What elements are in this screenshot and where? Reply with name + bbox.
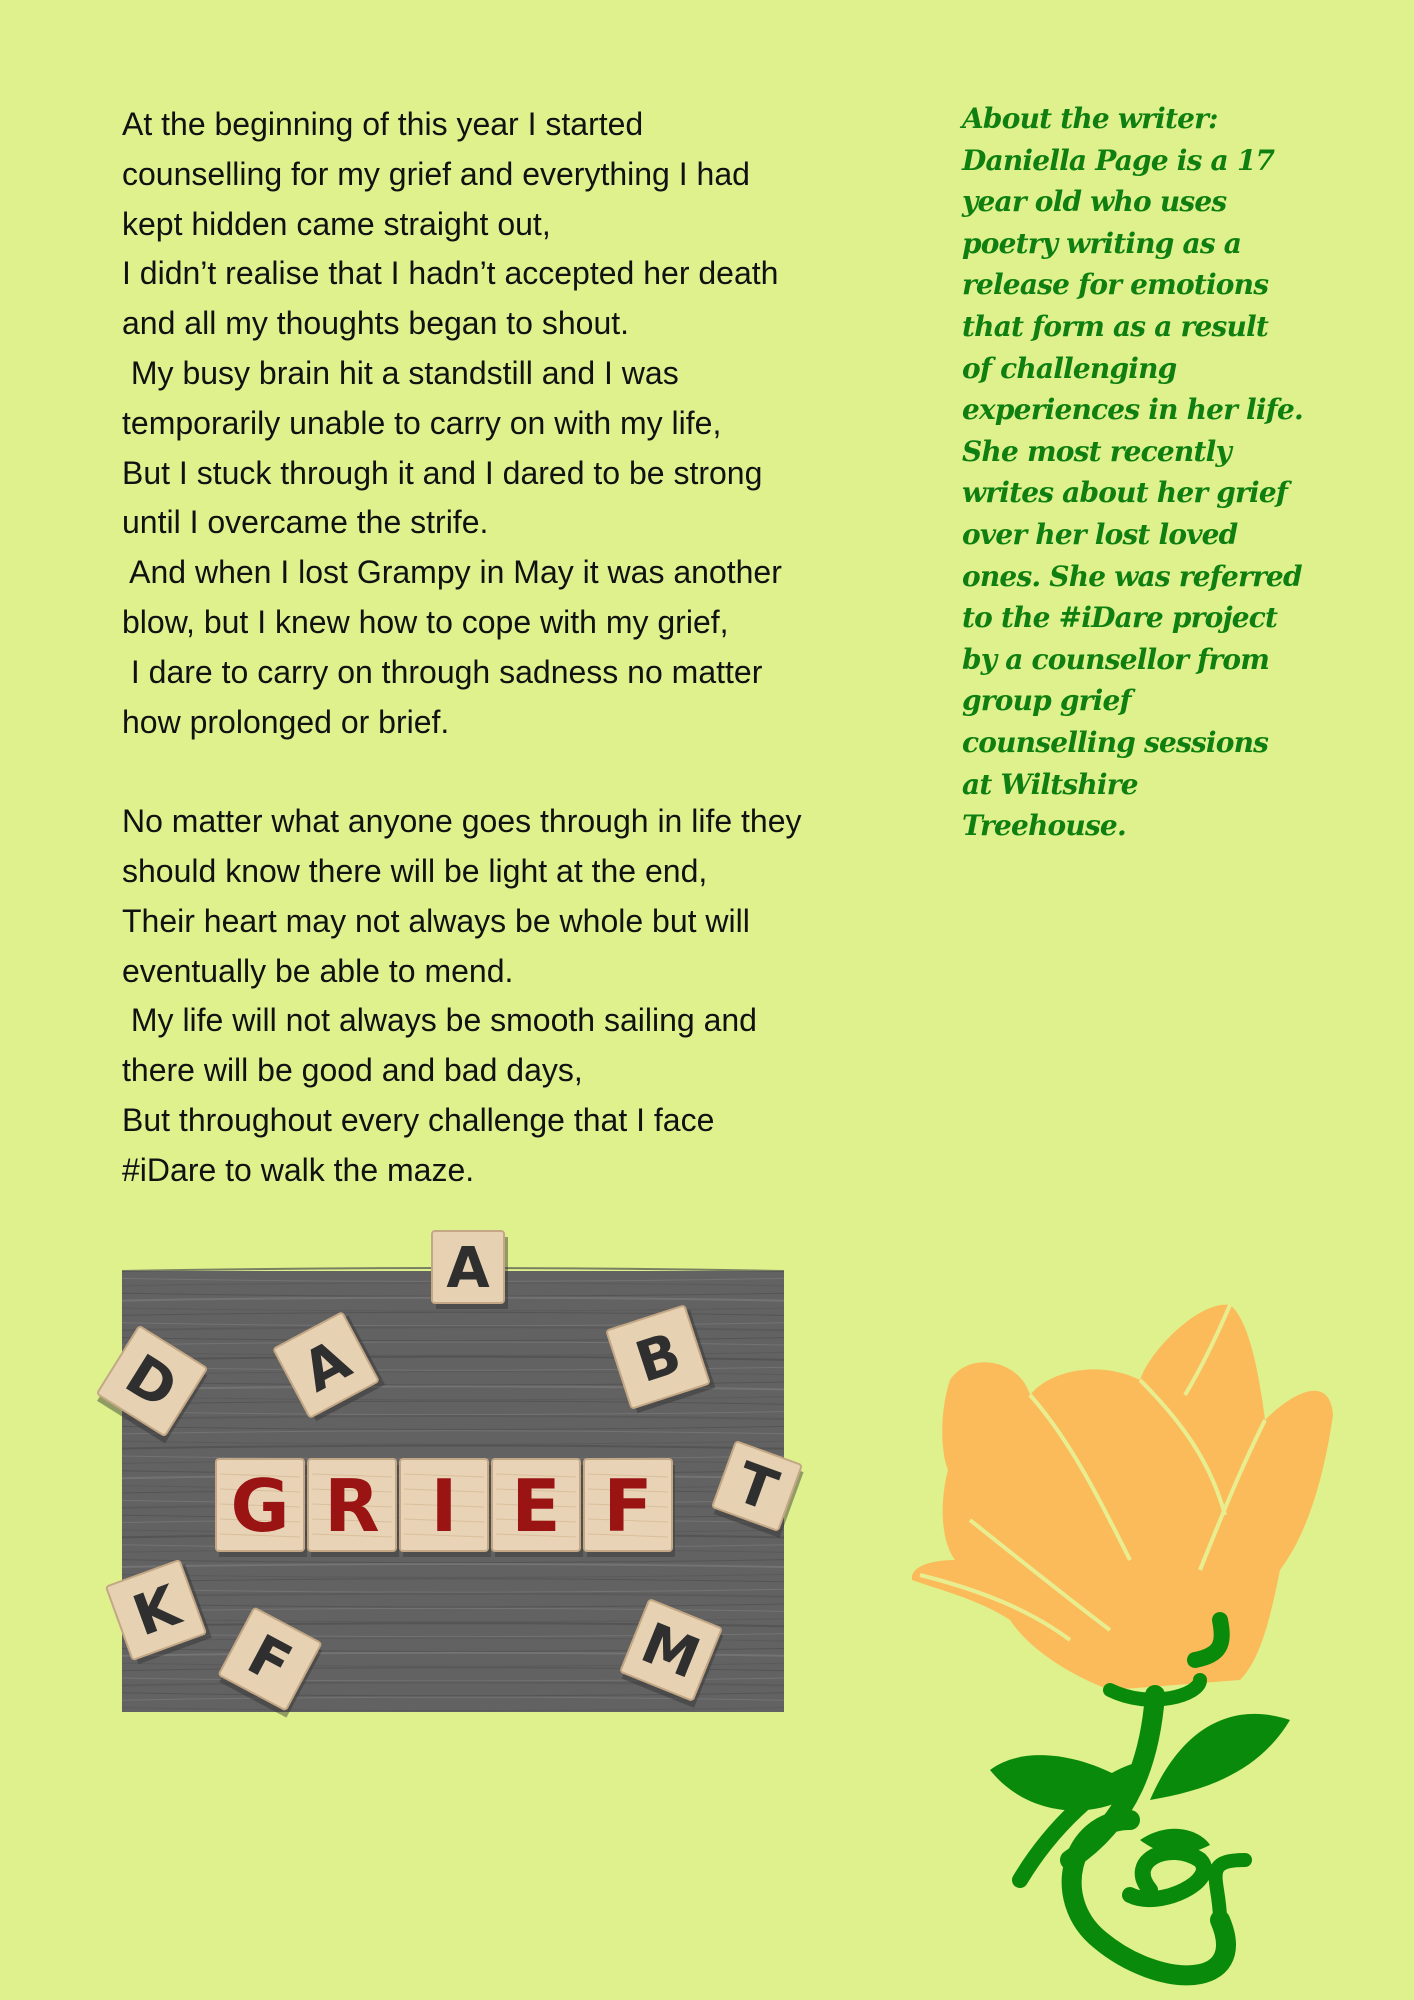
about-line: by a counsellor from	[962, 642, 1270, 676]
poem-line: how prolonged or brief.	[122, 703, 450, 740]
block-letter: M	[632, 1610, 709, 1692]
poem-line: should know there will be light at the end,	[122, 852, 708, 889]
about-line: Treehouse.	[962, 809, 1126, 843]
letter-block	[216, 1459, 307, 1557]
about-line: year old who uses	[962, 185, 1227, 219]
about-line: experiences in her life.	[962, 393, 1303, 427]
poem-line: counselling for my grief and everything I had	[122, 155, 750, 192]
poem-line: My life will not always be smooth sailing and	[122, 1002, 757, 1039]
poem-line: eventually be able to mend.	[122, 952, 514, 989]
letter-block	[584, 1459, 675, 1557]
poem-line: My busy brain hit a standstill and I was	[122, 354, 679, 391]
block-letter: A	[292, 1327, 362, 1406]
poem-line: But throughout every challenge that I face	[122, 1101, 715, 1138]
about-line: She most recently	[962, 434, 1231, 468]
about-line: release for emotions	[962, 268, 1269, 302]
poem-line: temporarily unable to carry on with my life,	[122, 404, 722, 441]
poem-line: I didn’t realise that I hadn’t accepted her death	[122, 255, 779, 292]
about-line: counselling sessions	[962, 725, 1269, 759]
poem-line: Their heart may not always be whole but will	[122, 902, 750, 939]
about-the-writer	[962, 98, 1382, 847]
block-letter: G	[230, 1464, 290, 1548]
block-letter: T	[727, 1450, 786, 1525]
block-letter: R	[324, 1464, 380, 1548]
poem-line: kept hidden came straight out,	[122, 205, 551, 242]
poem-text	[122, 100, 902, 1196]
letter-block	[308, 1459, 399, 1557]
poem-stanza-2	[122, 797, 902, 1195]
about-line: ones. She was referred	[962, 559, 1302, 593]
poem-line: No matter what anyone goes through in life they	[122, 803, 802, 840]
block-letter: F	[237, 1622, 302, 1699]
about-line: poetry writing as a	[962, 226, 1242, 260]
poem-line: But I stuck through it and I dared to be strong	[122, 454, 763, 491]
poem-line: there will be good and bad days,	[122, 1052, 583, 1089]
letter-block	[492, 1459, 583, 1557]
about-line: that form as a result	[962, 309, 1268, 343]
grief-blocks-photo	[114, 1236, 786, 1712]
about-line: About the writer:	[962, 102, 1218, 135]
poem-line: blow, but I knew how to cope with my grief,	[122, 603, 729, 640]
about-line: Daniella Page is a 17	[962, 143, 1275, 177]
block-letter: D	[114, 1342, 189, 1423]
flower-petals	[912, 1305, 1333, 1690]
letter-block	[400, 1459, 491, 1557]
block-letter: K	[125, 1573, 189, 1650]
poem-line: At the beginning of this year I started	[122, 106, 644, 142]
poem-line: #iDare to walk the maze.	[122, 1151, 475, 1188]
about-line: over her lost loved	[962, 517, 1238, 551]
poem-line: until I overcame the strife.	[122, 504, 489, 541]
flower-illustration	[900, 1300, 1350, 2000]
block-letter: I	[430, 1464, 458, 1548]
stanza-gap	[122, 747, 902, 797]
about-line: group grief	[962, 684, 1131, 718]
block-letter: E	[511, 1464, 561, 1548]
scattered-block	[432, 1231, 508, 1309]
poem-line: And when I lost Grampy in May it was another	[122, 554, 782, 591]
about-line: writes about her grief	[962, 476, 1288, 510]
block-letter: F	[603, 1464, 653, 1548]
poem-line: I dare to carry on through sadness no matter	[122, 653, 763, 690]
poem-line: and all my thoughts began to shout.	[122, 305, 630, 342]
about-line: to the #iDare project	[962, 601, 1278, 635]
block-letter: B	[628, 1320, 689, 1396]
about-line: of challenging	[962, 351, 1177, 385]
about-line: at Wiltshire	[962, 767, 1138, 801]
poem-stanza-1	[122, 100, 902, 747]
block-letter: A	[446, 1236, 490, 1301]
